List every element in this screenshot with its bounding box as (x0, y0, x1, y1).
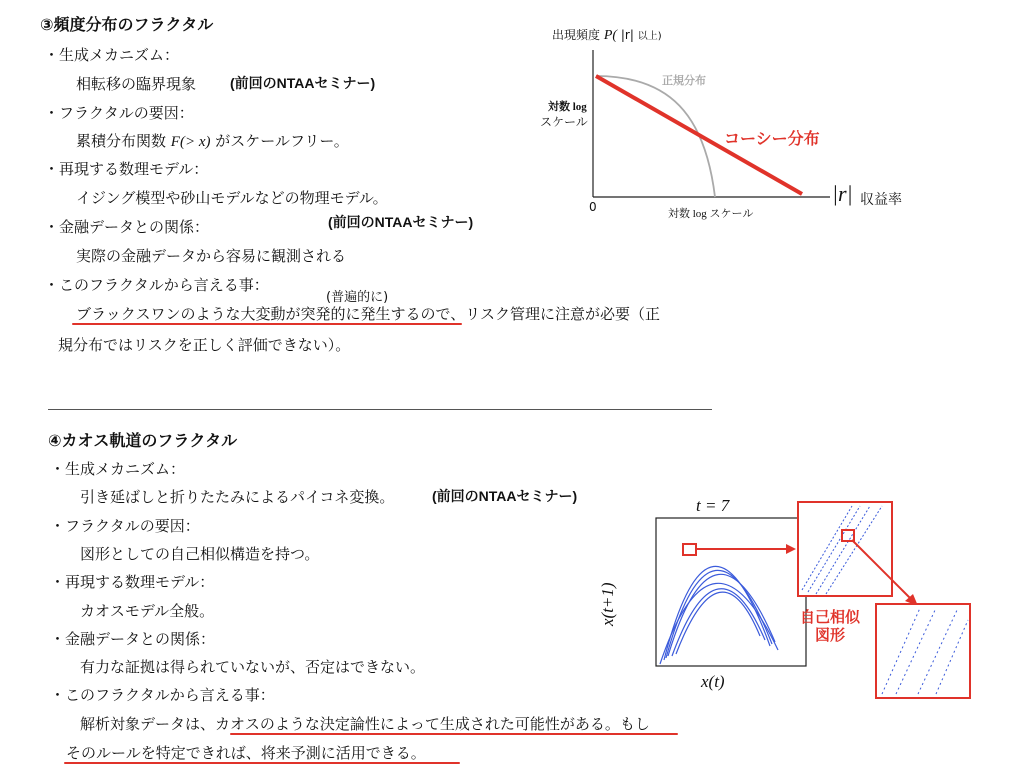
chaos-y-label: x(t+1) (598, 582, 617, 626)
chart-y-axis-label-1: 対数 log (548, 101, 587, 113)
s4-item-finance-text: 有力な証拠は得られていないが、否定はできない。 (80, 658, 426, 676)
s3-item-cause: ・フラクタルの要因： (44, 104, 194, 122)
s3-item-finance-text: 実際の金融データから容易に観測される (76, 247, 347, 265)
s3-item-model: ・再現する数理モデル： (44, 160, 209, 178)
chaos-t-label: t = 7 (696, 496, 730, 515)
s4-item-implication: ・このフラクタルから言える事： (50, 686, 275, 704)
chart-origin-label: 0 (589, 200, 597, 214)
s4-item-implication-line2: そのルールを特定できれば、将来予測に活用できる。 (66, 744, 426, 762)
s3-item-implication: ・このフラクタルから言える事： (44, 276, 269, 294)
self-similar-label-line1: 自己相似 (800, 608, 861, 626)
normal-distribution-curve (596, 76, 715, 197)
normal-distribution-label: 正規分布 (662, 74, 706, 87)
chaos-x-label: x(t) (701, 672, 725, 691)
chaos-figure (620, 500, 1010, 710)
chart-x-var-symbol: |r| (832, 181, 853, 206)
chart-y-title-math: P( (603, 28, 618, 43)
s4-item-model-text: カオスモデル全般。 (80, 602, 215, 620)
s3-cause-pre: 累積分布関数 (76, 132, 167, 150)
s4-item-cause: ・フラクタルの要因： (50, 517, 200, 535)
s3-item-model-text: イジング模型や砂山モデルなどの物理モデル。 (76, 189, 388, 207)
s3-item-finance: ・金融データとの関係： (44, 218, 210, 236)
s3-red-underline (72, 323, 462, 325)
s3-item-mechanism-text: 相転移の臨界現象 (76, 75, 197, 93)
chart-x-var (832, 181, 853, 207)
s3-item-implication-line1: ブラックスワンのような大変動が突発的に発生するので、リスク管理に注意が必要（正 (76, 305, 660, 323)
chart-y-title-pre: 出現頻度 (552, 28, 601, 42)
chaos-plot-frame (656, 518, 806, 666)
cauchy-distribution-label: コーシー分布 (724, 129, 820, 148)
s3-item-finance-note: (前回のNTAAセミナー) (328, 214, 474, 230)
chaos-zoom-panel-1 (798, 502, 892, 596)
chart-x-axis-label: 対数 log スケール (668, 208, 754, 220)
s3-cause-post: がスケールフリー。 (215, 132, 349, 150)
s3-cause-math: F(> x) (170, 134, 211, 150)
s4-item-mechanism: ・生成メカニズム： (50, 460, 186, 478)
s3-item-mechanism: ・生成メカニズム： (44, 46, 180, 64)
section-divider (48, 409, 712, 410)
s4-item-implication-line1: 解析対象データは、カオスのような決定論性によって生成された可能性がある。もし (80, 715, 650, 733)
s4-item-finance: ・金融データとの関係： (50, 630, 216, 648)
chart-y-axis-label-2: スケール (540, 115, 588, 129)
chart-y-title-post: 以上) (637, 31, 662, 42)
self-similar-label (800, 608, 860, 644)
s4-red-underline-1 (230, 733, 678, 735)
self-similar-label-line2: 図形 (815, 626, 846, 644)
chart-y-title-abs: |r| (620, 28, 634, 42)
s3-item-implication-line2: 規分布ではリスクを正しく評価できない）。 (58, 336, 351, 354)
s4-red-underline-2 (64, 762, 460, 764)
s4-item-mechanism-note: (前回のNTAAセミナー) (432, 488, 578, 504)
s4-item-mechanism-text: 引き延ばしと折りたたみによるパイコネ変換。 (80, 488, 395, 506)
s4-item-model: ・再現する数理モデル： (50, 573, 215, 591)
s3-item-implication-note: (普遍的に) (326, 290, 389, 305)
s3-item-mechanism-note: (前回のNTAAセミナー) (230, 75, 376, 91)
s3-item-cause-text (76, 130, 349, 151)
chart-x-var-label: 収益率 (860, 192, 902, 208)
section4-title: ④カオス軌道のフラクタル (48, 431, 238, 450)
section3-title: ③頻度分布のフラクタル (40, 15, 214, 34)
s4-item-cause-text: 図形としての自己相似構造を持つ。 (80, 545, 320, 563)
